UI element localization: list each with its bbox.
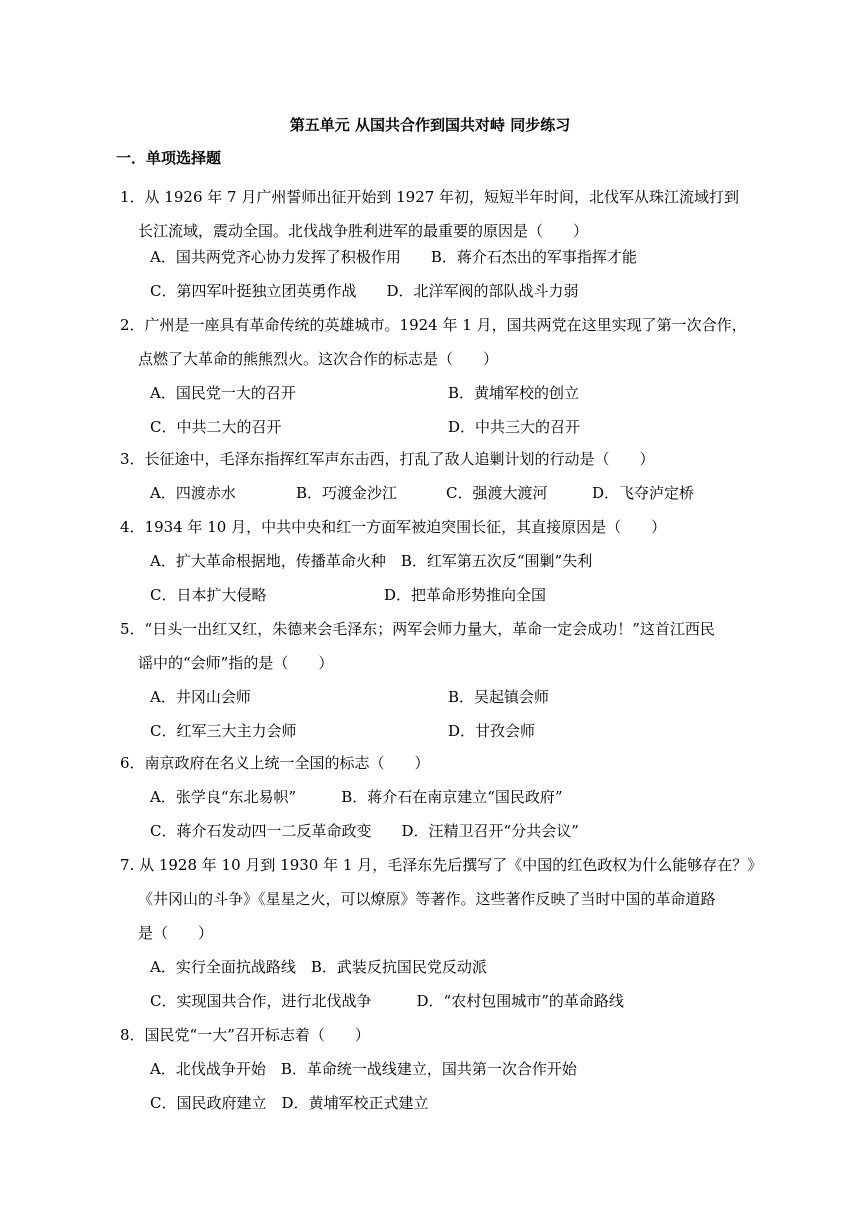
option: B．革命统一战线建立，国共第一次合作开始 <box>280 1060 577 1078</box>
question-4-options <box>150 544 592 612</box>
question-1-options <box>150 240 637 308</box>
option: C．强渡大渡河 <box>446 484 548 502</box>
option: C．蒋介石发动四一二反革命政变 <box>150 822 372 840</box>
question-1-stem <box>120 180 740 248</box>
question-6-options <box>150 780 579 848</box>
option: C．日本扩大侵略 <box>150 586 267 604</box>
question-line: 长江流域，震动全国。北伐战争胜利进军的最重要的原因是（ ） <box>138 222 589 240</box>
option: D．把革命形势推向全国 <box>384 586 547 604</box>
question-line: 8．国民党“一大”召开标志着（ ） <box>120 1026 370 1044</box>
question-line: 点燃了大革命的熊熊烈火。这次合作的标志是（ ） <box>138 350 499 368</box>
question-5-stem <box>120 612 730 680</box>
question-7-options <box>150 950 624 1018</box>
question-2-options <box>150 376 750 444</box>
option: A．实行全面抗战路线 <box>150 958 296 976</box>
option: D．汪精卫召开“分共会议” <box>401 822 579 840</box>
question-4-stem <box>120 510 730 544</box>
option: D．“农村包围城市”的革命路线 <box>416 992 624 1010</box>
question-line: 6．南京政府在名义上统一全国的标志（ ） <box>120 754 430 772</box>
question-line: 3．长征途中，毛泽东指挥红军声东击西，打乱了敌人追剿计划的行动是（ ） <box>120 450 655 468</box>
option: A．国民党一大的召开 <box>150 384 296 402</box>
option: B．黄埔军校的创立 <box>448 384 580 402</box>
option: B．吴起镇会师 <box>448 688 550 706</box>
section-heading: 一．单项选择题 <box>116 149 222 167</box>
question-3-stem <box>120 442 730 476</box>
option: B．巧渡金沙江 <box>296 484 398 502</box>
option: D．黄埔军校正式建立 <box>281 1094 429 1112</box>
question-3-options <box>150 476 750 510</box>
option: D．飞夺泸定桥 <box>592 484 695 502</box>
question-line: 7. 从 1928 年 10 月到 1930 年 1 月，毛泽东先后撰写了《中国的红色政权为什么能够存在？》 <box>120 856 763 874</box>
option: D．中共三大的召开 <box>448 418 581 436</box>
option: B．红军第五次反“围剿”失利 <box>400 552 593 570</box>
option: A．北伐战争开始 <box>150 1060 266 1078</box>
question-line: 《井冈山的斗争》《星星之火，可以燎原》等著作。这些著作反映了当时中国的革命道路 <box>138 890 716 908</box>
option: A．扩大革命根据地，传播革命火种 <box>150 552 386 570</box>
question-line: 2．广州是一座具有革命传统的英雄城市。1924 年 1 月，国共两党在这里实现了第一次合作， <box>120 316 747 334</box>
question-8-options <box>150 1052 577 1120</box>
question-line: 谣中的“会师”指的是（ ） <box>138 654 334 672</box>
question-8-stem <box>120 1018 730 1052</box>
option: C．国民政府建立 <box>150 1094 267 1112</box>
question-5-options <box>150 680 750 748</box>
option: A．张学良“东北易帜” <box>150 788 297 806</box>
option: B．蒋介石在南京建立“国民政府” <box>341 788 563 806</box>
question-line: 4．1934 年 10 月，中共中央和红一方面军被迫突围长征，其直接原因是（ ） <box>120 518 667 536</box>
question-line: 是（ ） <box>138 924 214 942</box>
option: A．四渡赤水 <box>150 484 236 502</box>
question-7-stem <box>120 848 763 950</box>
option: B．武装反抗国民党反动派 <box>310 958 487 976</box>
option: A．国共两党齐心协力发挥了积极作用 <box>150 248 401 266</box>
document-title: 第五单元 从国共合作到国共对峙 同步练习 <box>289 116 571 134</box>
option: C．第四军叶挺独立团英勇作战 <box>150 282 357 300</box>
option: A．井冈山会师 <box>150 688 251 706</box>
option: B．蒋介石杰出的军事指挥才能 <box>430 248 637 266</box>
option: D．北洋军阀的部队战斗力弱 <box>386 282 579 300</box>
option: C．红军三大主力会师 <box>150 722 297 740</box>
option: D．甘孜会师 <box>448 722 536 740</box>
question-line: 1．从 1926 年 7 月广州誓师出征开始到 1927 年初，短短半年时间，北伐军从珠江流域打到 <box>120 188 740 206</box>
option: C．中共二大的召开 <box>150 418 282 436</box>
question-line: 5．“日头一出红又红，朱德来会毛泽东；两军会师力量大，革命一定会成功！”这首江西民 <box>120 620 715 638</box>
question-6-stem <box>120 746 730 780</box>
option: C．实现国共合作，进行北伐战争 <box>150 992 372 1010</box>
question-2-stem <box>120 308 747 376</box>
